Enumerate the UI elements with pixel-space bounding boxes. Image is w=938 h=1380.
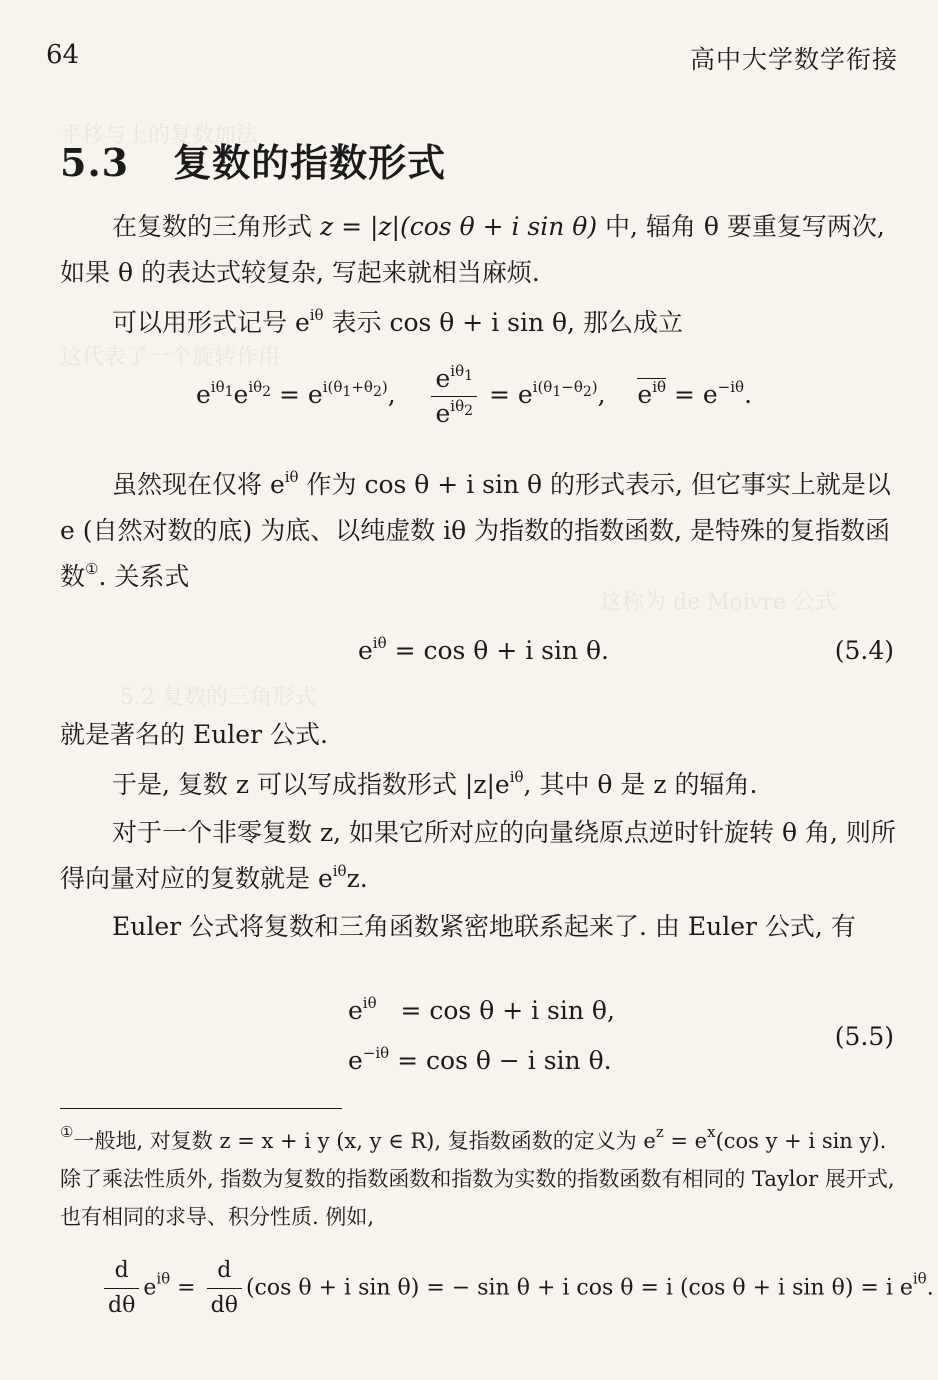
paragraph-6: 对于一个非零复数 z, 如果它所对应的向量绕原点逆时针旋转 θ 角, 则所得向量对应的复数就是 $e^{i\theta}z$. — [60, 818, 896, 893]
bleed-through-text: 这代表了一个旋转作用 — [60, 345, 281, 370]
exponent-rules-equation: $e^{i\theta_1}e^{i\theta_2} = e^{i(\theta_1+\theta_2)}$, $\frac{e^{i\theta_1}}{e^{i\theta_2}}$ = $e^{i(\theta_1-\theta_2)}$, $e^{i\theta} = e^{-i\theta}$. — [196, 362, 753, 428]
footnote-text: ①一般地, 对复数 z = x + i y (x, y ∈ R), 复指数函数的定义为 $e^z = e^x(\cos$ y + i sin y). 除了乘法性质外, 指数为复数的指数函数和指数为实数的指数函数有相同的 Taylor 展开式, 也有相同的求导、积分性质. 例如, — [60, 1123, 895, 1229]
paragraph-2: 可以用形式记号 $e^{i\theta}$ 表示 cos θ + i sin θ, 那么成立 — [112, 306, 683, 337]
running-header: 高中大学数学衔接 — [689, 45, 898, 74]
equation-label: (5.4) — [834, 636, 894, 665]
footnote-divider — [60, 1108, 342, 1109]
section-number: 5.3 — [60, 140, 130, 185]
derivative-equation: $\frac{d}{d\theta}$ $e^{i\theta}$ = $\frac{d}{d\theta}$ (cos θ + i sin θ) = − sin θ + i cos θ = i (cos θ + i sin θ) = i $e^{i\theta}$. — [100, 1254, 934, 1323]
section-title: 复数的指数形式 — [173, 140, 447, 185]
bleed-through-text: 这称为 de Moivre 公式 — [600, 590, 837, 615]
paragraph-3: 虽然现在仅将 $e^{i\theta}$ 作为 cos θ + i sin θ 的形式表示, 但它事实上就是以 e (自然对数的底) 为底、以纯虚数 iθ 为指数的指数函数, 是特殊的复指数函数①. 关系式 — [60, 468, 891, 591]
paragraph-4: 就是著名的 Euler 公式. — [60, 720, 328, 749]
page-number: 64 — [46, 40, 80, 70]
bleed-through-text: 平移与上的复数加法 — [60, 123, 259, 148]
section-heading — [60, 132, 446, 187]
euler-formula-equation: $e^{i\theta} = \cos \theta + i$ sin θ. — [358, 634, 610, 665]
paragraph-5: 于是, 复数 z 可以写成指数形式 $|z|e^{i\theta}$, 其中 θ 是 z 的辐角. — [112, 768, 758, 799]
equation-label: (5.5) — [834, 1022, 894, 1051]
euler-minus-equation: $e^{-i\theta} = \cos \theta - i$ sin θ. — [348, 1044, 612, 1075]
bleed-through-text: 5.2 复数的三角形式 — [120, 685, 316, 710]
paragraph-7: Euler 公式将复数和三角函数紧密地联系起来了. 由 Euler 公式, 有 — [112, 912, 856, 941]
paragraph-1: 在复数的三角形式 z = |z|(cos θ + i sin θ) 中, 辐角 θ 要重复写两次, 如果 θ 的表达式较复杂, 写起来就相当麻烦. — [60, 212, 885, 287]
euler-plus-equation: $e^{i\theta}$ = cos θ + i sin θ, — [348, 994, 615, 1025]
